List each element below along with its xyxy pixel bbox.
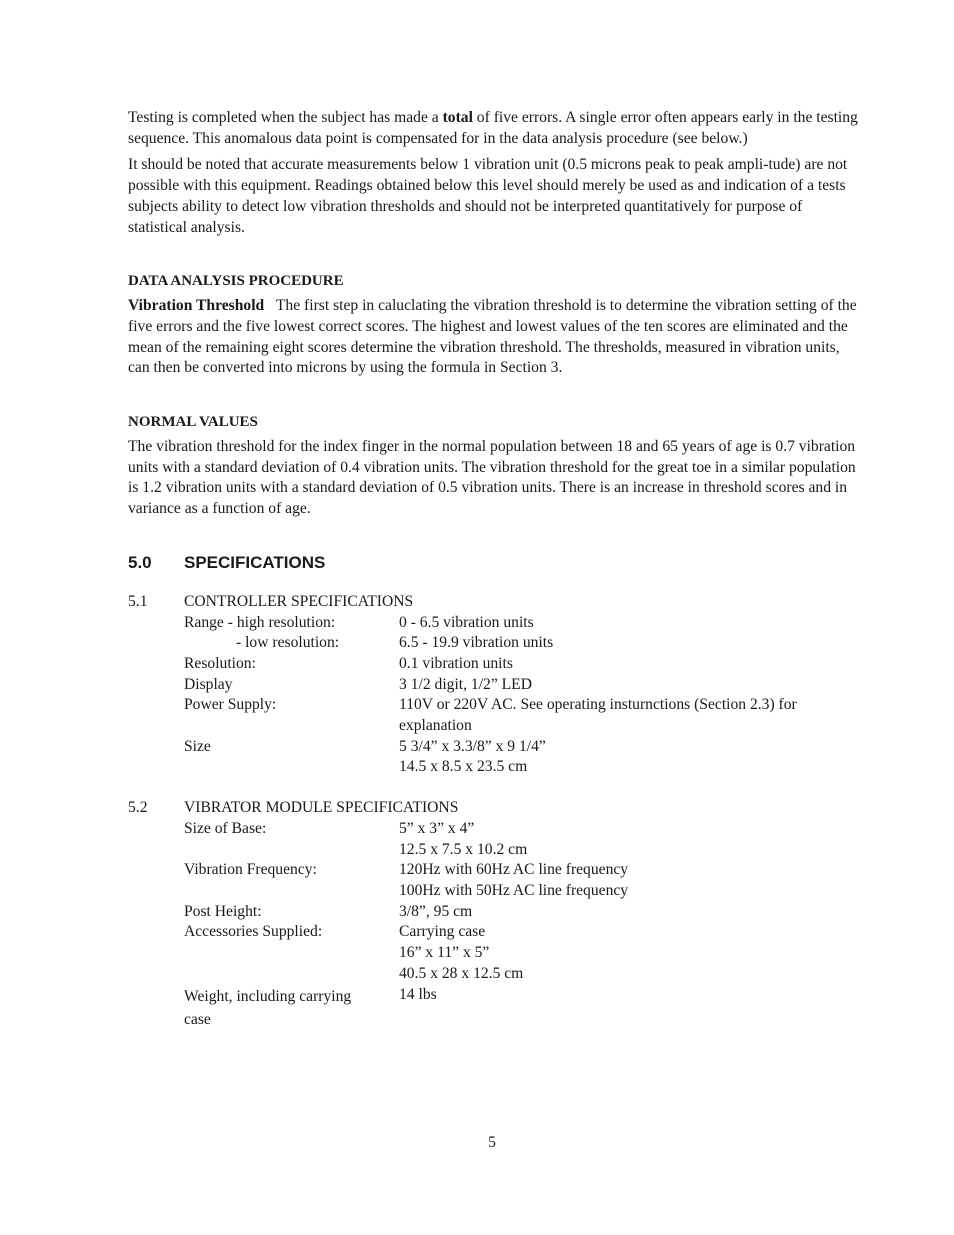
intro-paragraph-1 [128,108,858,149]
spec-value-line: 3/8”, 95 cm [399,902,473,920]
spec-value-line: 6.5 - 19.9 vibration units [399,634,554,652]
spec-value [399,654,858,675]
spec-label: Accessories Supplied: [184,923,323,941]
spec-value-line: 14.5 x 8.5 x 23.5 cm [399,758,528,776]
vibrator-spec-title: VIBRATOR MODULE SPECIFICATIONS [184,799,459,817]
section-number: 5.0 [128,552,152,572]
controller-spec-title: CONTROLLER SPECIFICATIONS [184,592,414,610]
spec-value [399,613,858,634]
section-title: SPECIFICATIONS [184,552,326,572]
spec-label: - low resolution: [236,634,340,652]
spec-row [128,922,858,984]
spec-value [399,902,858,923]
spec-value-line: 120Hz with 60Hz AC line frequency [399,861,629,879]
spec-value-line: 0.1 vibration units [399,654,513,672]
spec-label: Size [184,737,211,755]
intro-p1-bold: total [442,109,473,126]
spec-value [399,695,858,736]
spec-row [128,985,858,1031]
data-analysis-text: The first step in caluclating the vibration threshold is to determine the vibration setting of the five errors and the five lowest correct scores. The highest and lowest values of the ten scores are eliminated and the mean of the remaining eight scores determine the vibration threshold. The thresholds, measured in vibration units, can then be converted into microns by using the formula in Section 3. [128,297,857,377]
intro-paragraph-2: It should be noted that accurate measurements below 1 vibration unit (0.5 microns peak to peak ampli-tude) are not possible with this equipment. Readings obtained below this level should merely be used as and indication of a tests subjects ability to detect low vibration thresholds and should not be interpreted quantitatively for purpose of statistical analysis. [128,156,848,236]
spec-value-line: 16” x 11” x 5” [399,944,490,962]
spec-row [128,819,858,860]
spec-row [128,613,858,634]
normal-values-paragraph: The vibration threshold for the index finger in the normal population between 18 and 65 years of age is 0.7 vibration units with a standard deviation of 0.4 vibration units. The vibration threshold for the great toe in a similar population is 1.2 vibration units with a standard deviation of 0.5 vibration units. There is an increase in threshold scores and in variance as a function of age. [128,438,856,518]
spec-row [128,675,858,696]
specifications-heading [128,552,858,574]
spec-value-line: 5 3/4” x 3.3/8” x 9 1/4” [399,737,546,755]
spec-row [128,633,858,654]
spec-value-line: 5” x 3” x 4” [399,819,475,837]
spec-value [399,860,858,901]
document-page [128,108,858,1051]
spec-value [399,819,858,860]
spec-value-line: 14 lbs [399,985,437,1003]
spec-row [128,902,858,923]
spec-label: Resolution: [184,654,256,672]
spec-row [128,654,858,675]
data-analysis-heading: DATA ANALYSIS PROCEDURE [128,273,344,290]
spec-value [399,675,858,696]
spec-value [399,922,858,984]
spec-value [399,737,858,778]
spec-value-line: Carrying case [399,923,486,941]
spec-label: Range - high resolution: [184,613,336,631]
spec-label: Power Supply: [184,696,277,714]
data-analysis-paragraph [128,296,858,379]
spec-label: Display [184,675,233,693]
spec-value-line: 0 - 6.5 vibration units [399,613,534,631]
vibrator-spec-number: 5.2 [128,799,148,817]
intro-p1-text-after: of five errors. A single error often appears early in the testing sequence. This anomalous data point is compensated for in the data analysis procedure (see below.) [128,109,858,147]
controller-specifications [128,592,858,778]
spec-label: Post Height: [184,902,262,920]
normal-values-heading: NORMAL VALUES [128,414,258,431]
spec-value-line: 40.5 x 28 x 12.5 cm [399,964,524,982]
intro-p1-text: Testing is completed when the subject has made a [128,109,443,126]
spec-value [399,633,858,654]
vibration-threshold-lead: Vibration Threshold [128,297,265,315]
spec-label: Vibration Frequency: [184,861,317,879]
spec-value [399,985,858,1031]
spec-value-line: 12.5 x 7.5 x 10.2 cm [399,840,528,858]
spec-row [128,695,858,736]
vibrator-module-specifications [128,798,858,1030]
spec-label: Size of Base: [184,819,267,837]
controller-spec-number: 5.1 [128,592,148,610]
spec-value-line: explanation [399,717,472,735]
spec-row [128,737,858,778]
spec-row [128,860,858,901]
page-number: 5 [488,1134,496,1151]
spec-value-line: 100Hz with 50Hz AC line frequency [399,881,629,899]
spec-value-line: 110V or 220V AC. See operating insturnctions (Section 2.3) for [399,696,797,714]
spec-label: Weight, including carrying case [184,987,352,1028]
controller-spec-heading [128,592,858,613]
vibrator-spec-heading [128,798,858,819]
spec-value-line: 3 1/2 digit, 1/2” LED [399,675,532,693]
